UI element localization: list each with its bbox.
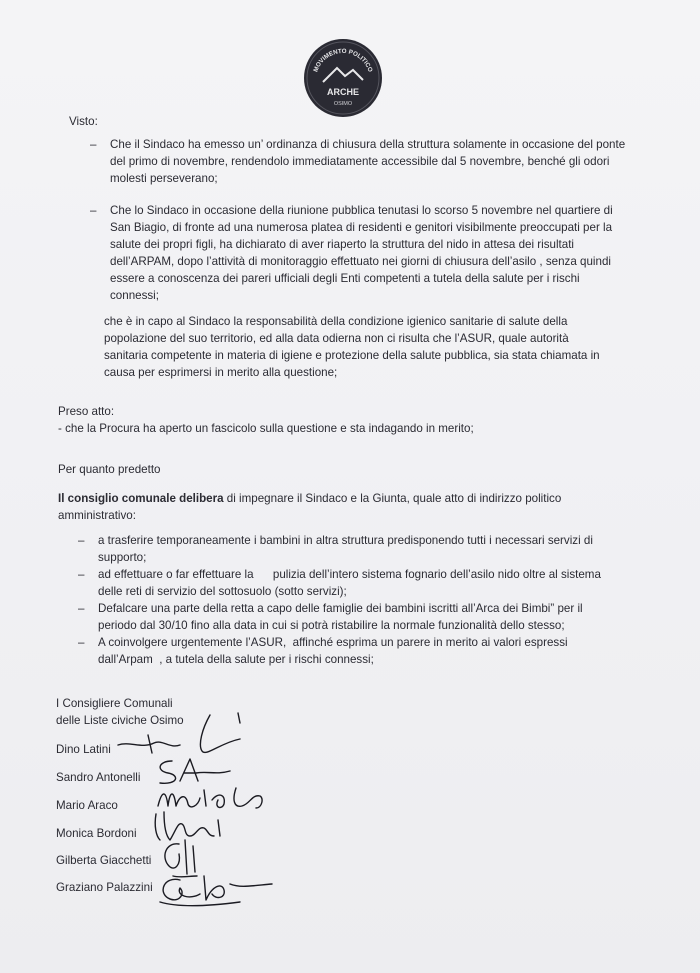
- delibera-item-1-line-1: a trasferire temporaneamente i bambini in altra struttura predisponendo tutti i necessari servizi di: [98, 534, 593, 547]
- visto-heading: Visto:: [69, 115, 98, 128]
- visto-item-2-line-1: Che lo Sindaco in occasione della riunione pubblica tenutasi lo scorso 5 novembre nel quartiere di: [110, 204, 613, 217]
- delibera-rest: di impegnare il Sindaco e la Giunta, quale atto di indirizzo politico: [223, 492, 562, 505]
- delibera-item-4-line-1: A coinvolgere urgentemente l’ASUR, affinché esprima un parere in merito ai valori espressi: [98, 636, 568, 649]
- per-quanto-predetto: Per quanto predetto: [58, 463, 161, 476]
- visto-item-2-line-3: salute dei propri figli, ha dichiarato di aver riaperto la struttura del nido in attesa dei risultati: [110, 238, 574, 251]
- bullet-dash: –: [78, 636, 85, 649]
- delibera-line-1: [58, 491, 561, 508]
- logo-city: OSIMO: [333, 101, 353, 107]
- visto-paragraph-line-1: che è in capo al Sindaco la responsabilità della condizione igienico sanitarie di salute della: [104, 315, 568, 328]
- visto-paragraph-line-2: popolazione del suo territorio, ed alla data odierna non ci risulta che l’ASUR, quale autorità: [104, 332, 569, 345]
- signatory-name: Dino Latini: [56, 743, 111, 756]
- delibera-line-2: amministrativo:: [58, 509, 136, 522]
- delibera-item-2-line-2: delle reti di servizio del sottosuolo (sotto servizi);: [98, 585, 347, 598]
- visto-item-1-line-3: molesti perseverano;: [110, 172, 218, 185]
- logo-name: ARCHE: [326, 87, 360, 97]
- bullet-dash: –: [90, 138, 97, 151]
- delibera-item-2-line-1: ad effettuare o far effettuare la pulizia dell’intero sistema fognario dell’asilo nido oltre al sistema: [98, 568, 601, 581]
- visto-paragraph-line-3: sanitaria competente in materia di igiene e protezione della salute pubblica, sia stata chiamata in: [104, 349, 600, 362]
- preso-atto-line: - che la Procura ha aperto un fascicolo sulla questione e sta indagando in merito;: [58, 422, 474, 435]
- signatories-intro-line-1: I Consigliere Comunali: [56, 697, 173, 710]
- signatory-name: Graziano Palazzini: [56, 881, 153, 894]
- movimento-arche-logo: [303, 38, 383, 118]
- signatories-intro-line-2: delle Liste civiche Osimo: [56, 714, 184, 727]
- bullet-dash: –: [78, 534, 85, 547]
- visto-item-2-line-5: essere a conoscenza dei pareri ufficiali degli Enti competenti a tutela della salute per i rischi: [110, 272, 580, 285]
- signature-graziano-palazzini: [150, 866, 280, 910]
- delibera-bold: Il consiglio comunale delibera: [58, 492, 224, 505]
- signatory-name: Gilberta Giacchetti: [56, 854, 152, 867]
- delibera-item-4-line-2: dall’Arpam , a tutela della salute per i rischi connessi;: [98, 653, 374, 666]
- bullet-dash: –: [78, 602, 85, 615]
- visto-item-2-line-6: connessi;: [110, 289, 159, 302]
- visto-item-1-line-1: Che il Sindaco ha emesso un’ ordinanza di chiusura della struttura solamente in occasione del ponte: [110, 138, 626, 151]
- visto-paragraph-line-4: causa per esprimersi in merito alla questione;: [104, 366, 338, 379]
- visto-item-1-line-2: del primo di novembre, rendendolo immediatamente accessibile dal 5 novembre, benché gli odori: [110, 155, 610, 168]
- bullet-dash: –: [90, 204, 97, 217]
- signatory-name: Sandro Antonelli: [56, 771, 141, 784]
- signatory-name: Monica Bordoni: [56, 827, 137, 840]
- bullet-dash: –: [78, 568, 85, 581]
- delibera-item-1-line-2: supporto;: [98, 551, 147, 564]
- preso-atto-heading: Preso atto:: [58, 405, 115, 418]
- signatory-name: Mario Araco: [56, 799, 118, 812]
- delibera-item-3-line-2: periodo dal 30/10 fino alla data in cui si potrà ristabilire la normale funzionalità dello stesso;: [98, 619, 565, 632]
- visto-item-2-line-2: San Biagio, di fronte ad una numerosa platea di residenti e genitori visibilmente preoccupati per la: [110, 221, 613, 234]
- delibera-item-3-line-1: Defalcare una parte della retta a capo delle famiglie dei bambini iscritti all’Arca dei Bimbi” per il: [98, 602, 583, 615]
- visto-item-2-line-4: dell’ARPAM, dopo l’attività di monitoraggio effettuato nei giorni di chiusura dell’asilo , senza quindi: [110, 255, 611, 268]
- logo-ring-text: MOVIMENTO POLITICO: [312, 47, 374, 74]
